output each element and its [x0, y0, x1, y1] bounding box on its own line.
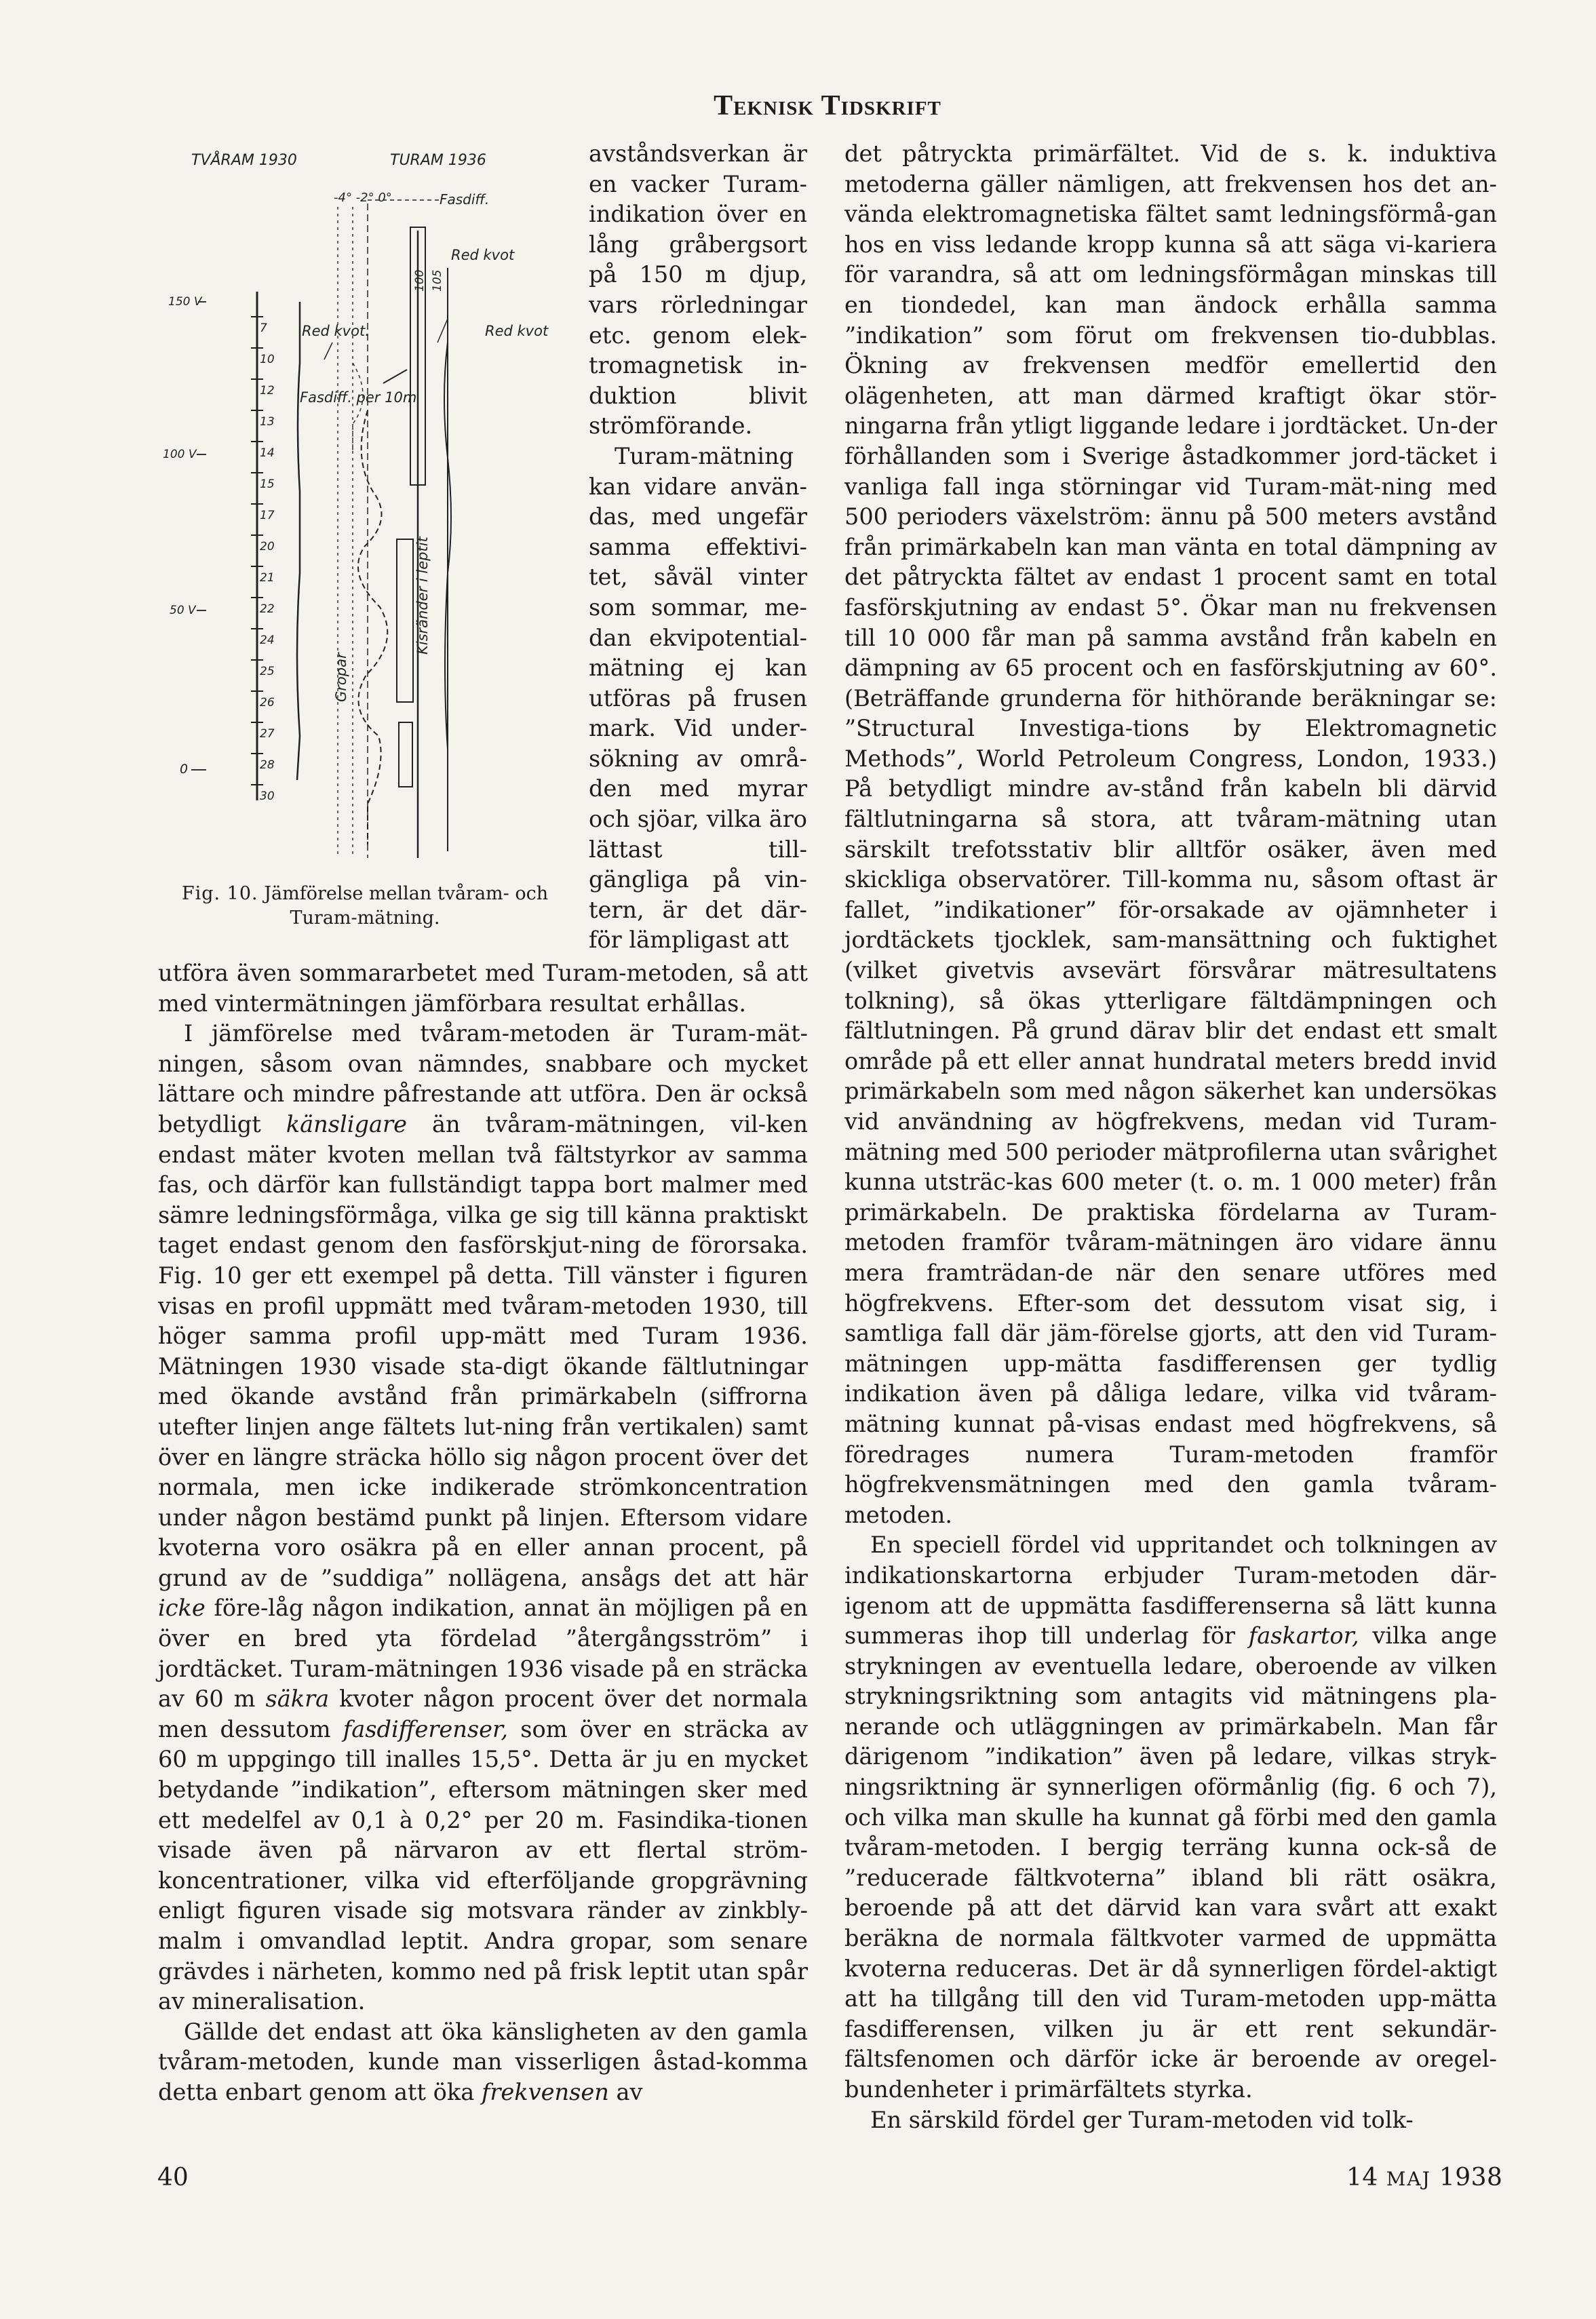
paragraph: avståndsverkan är en vacker Turam-indikation över en lång gråbergsort på 150 m djup, vars rörledningar etc. genom elek-tromagnetisk in-duktion blivit strömförande.	[589, 140, 807, 440]
fig-red-kvot-left: Red kvot.	[302, 323, 370, 339]
station-label: 24	[260, 634, 275, 647]
fig-stations	[251, 317, 275, 803]
fig-tvaram-kvot-curve	[297, 302, 300, 780]
fig-red-kvot-right: Red kvot	[485, 323, 549, 339]
station-label: 22	[260, 602, 275, 616]
station-label: 13	[260, 415, 275, 429]
station-label: 10	[260, 353, 275, 366]
fig-axis-50: 50 V	[170, 604, 196, 617]
paragraph: det påtryckta primärfältet. Vid de s. k. induktiva metoderna gäller nämligen, att frekvensen hos det an-vända elektromagnetiska fältet samt ledningsförmå-gan hos en viss ledande kropp kunna så att säga vi-kariera för varandra, så att om ledningsförmågan minskas till en tiondedel, kan man ändock erhålla samma ”indikation” som förut om frekvensen tio-dubblas. Ökning av frekvensen medför emellertid den olägenheten, att man därmed kraftigt ökar stör-ningarna från ytligt liggande ledare i jordtäcket. Un-der förhållanden som i Sverige åstadkommer jord-täcket i vanliga fall inga störningar vid Turam-mät-ning med 500 perioders växelström: ännu på 500 meters avstånd från primärkabeln kan man vänta en total dämpning av det påtryckta fältet av endast 1 procent samt en total fasförskjutning av endast 5°. Ökar man nu frekvensen till 10 000 får man på samma avstånd från kabeln en dämpning av 65 procent och en fasförskjutning av 60°. (Beträffande grunderna för hithörande beräkningar se: ”Structural Investiga-tions by Elektromagnetic Methods”, World Petroleum Congress, London, 1933.) På betydligt mindre av-stånd från kabeln bli därvid fältlutningarna så stora, att tvåram-mätning utan särskilt trefotsstativ blir alltför osäker, även med skickliga observatörer. Till-komma nu, såsom oftast är fallet, ”indikationer” för-orsakade av ojämnheter i jordtäckets tjocklek, sam-mansättning och fuktighet (vilket givetvis avsevärt försvårar mätresultatens tolkning), så ökas ytterligare fältdämpningen och fältlutningen. På grund därav blir det endast ett smalt område på ett eller annat hundratal meters bredd invid primärkabeln som med någon säkerhet kan undersökas vid användning av högfrekvens, medan vid Turam-mätning med 500 perioder mätprofilerna utan svårighet kunna utsträc-kas 600 meter (t. o. m. 1 000 meter) från primärkabeln. De praktiska fördelarna av Turam-metoden framför tvåram-mätningen äro vidare ännu mera framträdan-de när den senare utföres med högfrekvens. Efter-som det dessutom visat sig, i samtliga fall där jäm-förelse gjorts, att den vid Turam-mätningen upp-mätta fasdifferensen ger tydlig indikation även på dåliga ledare, vilka vid tvåram-mätning kunnat på-visas endast med högfrekvens, så föredrages numera Turam-metoden framför högfrekvensmätningen med den gamla tvåram-metoden.	[844, 140, 1497, 1528]
fig-gropar: Gropar	[333, 652, 349, 702]
fig-label-tvaram: TVÅRAM 1930	[191, 152, 297, 169]
station-label: 20	[260, 540, 275, 553]
station-label: 12	[260, 384, 275, 397]
paragraph: I jämförelse med tvåram-metoden är Turam-mät-ningen, såsom ovan nämndes, snabbare och mycket lättare och mindre påfrestande att utföra. Den är också betydligt känsligare än tvåram-mätningen, vil-ken endast mäter kvoten mellan två fältstyrkor av samma fas, och därför kan fullständigt tappa bort malmer med sämre ledningsförmåga, vilka ge sig till känna praktiskt taget endast genom den fasförskjut-ning de förorsaka. Fig. 10 ger ett exempel på detta. Till vänster i figuren visas en profil uppmätt med tvåram-metoden 1930, till höger samma profil upp-mätt med Turam 1936. Mätningen 1930 visade sta-digt ökande fältlutningar med ökande avstånd från primärkabeln (siffrorna utefter linjen ange fältets lut-ning från vertikalen) samt över en längre sträcka höllo sig någon procent över det normala, men icke indikerade strömkoncentration under någon bestämd punkt på linjen. Eftersom vidare kvoterna voro osäkra på en eller annan procent, på grund av de ”suddiga” nollägena, ansågs det att här icke före-låg någon indikation, annat än möjligen på en över en bred yta fördelad ”återgångsström” i jordtäcket. Turam-mätningen 1936 visade på en sträcka av 60 m säkra kvoter någon procent över det normala men dessutom fasdifferenser, som över en sträcka av 60 m uppgingo till inalles 15,5°. Detta är ju en mycket betydande ”indikation”, eftersom mätningen sker med ett medelfel av 0,1 à 0,2° per 20 m. Fasindika-tionen visade även på närvaron av ett flertal ström-koncentrationer, vilka vid efterföljande gropgrävning enligt figuren visade sig motsvara ränder av zinkbly-malm i omvandlad leptit. Andra gropar, som senare grävdes i närheten, kommo ned på frisk leptit utan spår av mineralisation.	[158, 1020, 809, 2015]
fig-scale-105: 105	[431, 269, 444, 292]
fig-fasdiff-curve	[358, 410, 387, 844]
station-label: 15	[260, 478, 275, 491]
paragraph: En speciell fördel vid uppritandet och tolkningen av indikationskartorna erbjuder Turam-metoden där-igenom att de uppmätta fasdifferenserna så lätt kunna summeras ihop till underlag för faskartor, vilka ange strykningen av eventuella ledare, oberoende av vilken strykningsriktning som antagits vid mätningens pla-nerande och utläggningen av primärkabeln. Man får därigenom ”indikation” även på ledare, vilkas stryk-ningsriktning är synnerligen oförmånlig (fig. 6 och 7), och vilka man skulle ha kunnat gå förbi med den gamla tvåram-metoden. I bergig terräng kunna ock-så de ”reducerade fältkvoterna” ibland bli rätt osäkra, beroende på att det därvid kan vara svårt att exakt beräkna de normala fältkvoter varmed de uppmätta kvoterna reduceras. Det är då synnerligen fördel-aktigt att ha tillgång till den vid Turam-metoden upp-mätta fasdifferensen, vilken ju är ett rent sekundär-fältsfenomen och därför icke är beroende av oregel-bundenheter i primärfältets styrka.	[844, 1532, 1498, 2103]
issue-date: 14 MAJ 1938	[1346, 2164, 1503, 2191]
figure-caption-text: Jämförelse mellan tvåram- och Turam-mätning.	[264, 883, 549, 929]
figure-caption-label: Fig. 10.	[181, 883, 258, 904]
fig-kisrander: Kisränder i leptit	[414, 537, 431, 655]
emphasis: fasdifferenser,	[343, 1715, 509, 1742]
emphasis: frekvensen	[481, 2078, 609, 2105]
left-narrow-column	[589, 139, 807, 956]
fig-scale-100: 100	[413, 269, 427, 292]
station-label: 21	[260, 571, 275, 585]
right-column	[844, 139, 1497, 2135]
paragraph: Turam-mätning kan vidare använ-das, med ungefär samma effektivi-tet, såväl vinter som sommar, me-dan ekvipotential-mätning ej kan utföras på frusen mark. Vid under-sökning av områ-den med myrar och sjöar, vilka äro lättast till-gängliga på vin-tern, är det där-för lämpligast att	[589, 442, 807, 954]
fig-red-kvot-top: Red kvot	[451, 247, 515, 263]
station-label: 14	[260, 446, 275, 460]
fig-fasdiff-top: Fasdiff.	[440, 191, 490, 208]
fig-fasdiff-per: Fasdiff. per 10m	[300, 389, 417, 406]
emphasis: faskartor,	[1248, 1622, 1359, 1650]
page-number: 40	[157, 2164, 189, 2191]
station-label: 17	[260, 509, 275, 522]
emphasis: känsligare	[286, 1110, 407, 1137]
fig-axis-100: 100 V	[163, 448, 197, 461]
figure-caption	[155, 882, 575, 931]
station-label: 26	[260, 696, 275, 709]
station-label: 30	[260, 790, 275, 803]
station-label: 27	[260, 727, 275, 741]
station-label: 25	[260, 665, 275, 678]
fig-axis-150: 150 V	[168, 295, 202, 309]
emphasis: säkra	[265, 1685, 330, 1713]
fig-label-turam: TURAM 1936	[390, 152, 486, 169]
station-label: 7	[260, 321, 267, 335]
left-wide-column	[158, 958, 808, 2108]
figure-10-diagram	[149, 139, 583, 878]
fig-phase-scale: -4° -2° 0°	[334, 191, 392, 205]
paragraph: utföra även sommararbetet med Turam-metoden, så att med vintermätningen jämförbara resultat erhållas.	[158, 960, 808, 1017]
fig-axis-0: 0	[180, 762, 189, 777]
station-label: 28	[260, 758, 275, 772]
journal-title: Teknisk Tidskrift	[714, 90, 941, 121]
paragraph: En särskild fördel ger Turam-metoden vid tolk-	[870, 2106, 1414, 2133]
emphasis: icke	[158, 1595, 206, 1622]
paragraph: Gällde det endast att öka känsligheten av den gamla tvåram-metoden, kunde man visserligen åstad-komma detta enbart genom att öka frekvensen av	[158, 2018, 808, 2105]
